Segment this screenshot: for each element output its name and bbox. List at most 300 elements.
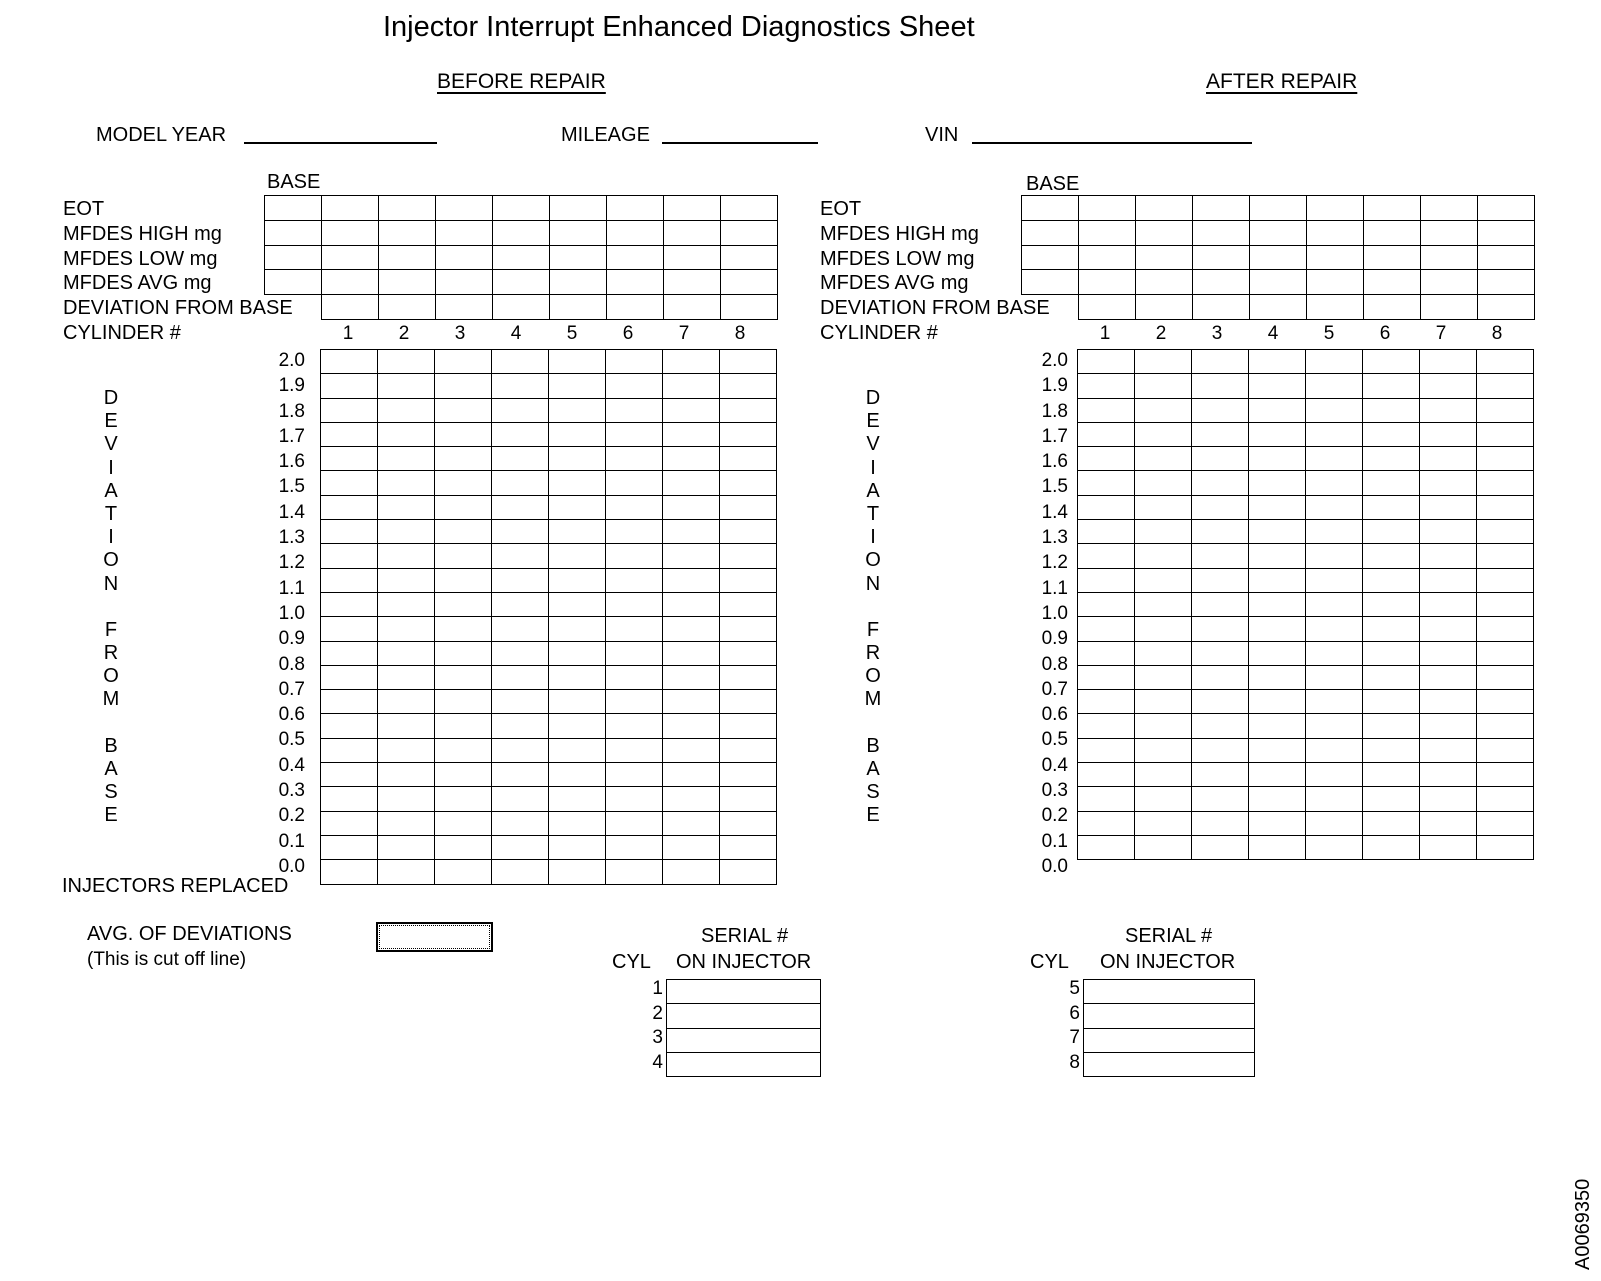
input-cell[interactable] [1022, 270, 1079, 295]
input-cell[interactable] [1193, 270, 1250, 295]
grid-cell[interactable] [321, 592, 378, 616]
input-cell[interactable] [607, 270, 664, 295]
grid-cell[interactable] [1135, 641, 1192, 665]
input-cell[interactable] [1136, 270, 1193, 295]
input-cell[interactable] [607, 245, 664, 270]
serial-input[interactable] [1084, 1028, 1255, 1052]
input-cell[interactable] [1307, 196, 1364, 221]
grid-cell[interactable] [1420, 714, 1477, 738]
grid-cell[interactable] [549, 617, 606, 641]
grid-cell[interactable] [1363, 738, 1420, 762]
grid-cell[interactable] [1249, 617, 1306, 641]
input-cell[interactable] [1250, 270, 1307, 295]
grid-cell[interactable] [663, 860, 720, 884]
grid-cell[interactable] [1477, 811, 1534, 835]
grid-cell[interactable] [663, 835, 720, 859]
grid-cell[interactable] [435, 617, 492, 641]
grid-cell[interactable] [1363, 787, 1420, 811]
grid-cell[interactable] [1078, 738, 1135, 762]
grid-cell[interactable] [1363, 350, 1420, 374]
grid-cell[interactable] [1477, 763, 1534, 787]
grid-cell[interactable] [1249, 568, 1306, 592]
grid-cell[interactable] [663, 690, 720, 714]
grid-cell[interactable] [1135, 787, 1192, 811]
grid-cell[interactable] [321, 471, 378, 495]
input-cell[interactable] [265, 220, 322, 245]
grid-cell[interactable] [378, 690, 435, 714]
input-cell[interactable] [436, 245, 493, 270]
grid-cell[interactable] [1192, 641, 1249, 665]
input-cell[interactable] [265, 245, 322, 270]
grid-cell[interactable] [1306, 447, 1363, 471]
grid-cell[interactable] [720, 787, 777, 811]
grid-cell[interactable] [606, 763, 663, 787]
grid-cell[interactable] [663, 520, 720, 544]
grid-cell[interactable] [549, 374, 606, 398]
grid-cell[interactable] [1249, 665, 1306, 689]
grid-cell[interactable] [663, 763, 720, 787]
grid-cell[interactable] [1078, 568, 1135, 592]
grid-cell[interactable] [1363, 568, 1420, 592]
input-cell[interactable] [1022, 220, 1079, 245]
grid-cell[interactable] [492, 835, 549, 859]
grid-cell[interactable] [606, 665, 663, 689]
grid-cell[interactable] [1363, 544, 1420, 568]
input-cell[interactable] [1421, 245, 1478, 270]
grid-cell[interactable] [1135, 714, 1192, 738]
grid-cell[interactable] [492, 447, 549, 471]
grid-cell[interactable] [492, 665, 549, 689]
grid-cell[interactable] [606, 811, 663, 835]
input-cell[interactable] [1250, 196, 1307, 221]
grid-cell[interactable] [606, 617, 663, 641]
serial-input[interactable] [667, 1028, 821, 1052]
grid-cell[interactable] [321, 641, 378, 665]
grid-cell[interactable] [1363, 422, 1420, 446]
grid-cell[interactable] [606, 690, 663, 714]
grid-cell[interactable] [1135, 398, 1192, 422]
grid-cell[interactable] [1192, 520, 1249, 544]
grid-cell[interactable] [321, 665, 378, 689]
grid-cell[interactable] [378, 665, 435, 689]
grid-cell[interactable] [492, 495, 549, 519]
avg-deviations-box[interactable] [376, 922, 493, 952]
grid-cell[interactable] [1306, 787, 1363, 811]
grid-cell[interactable] [1192, 665, 1249, 689]
grid-cell[interactable] [1363, 763, 1420, 787]
input-cell[interactable] [664, 245, 721, 270]
grid-cell[interactable] [321, 374, 378, 398]
input-cell[interactable] [322, 196, 379, 221]
grid-cell[interactable] [1363, 520, 1420, 544]
grid-cell[interactable] [1192, 714, 1249, 738]
grid-cell[interactable] [435, 495, 492, 519]
input-cell[interactable] [1478, 196, 1535, 221]
input-cell[interactable] [1136, 295, 1193, 320]
grid-cell[interactable] [1363, 690, 1420, 714]
grid-cell[interactable] [378, 787, 435, 811]
grid-cell[interactable] [321, 787, 378, 811]
input-cell[interactable] [664, 270, 721, 295]
input-cell[interactable] [721, 270, 778, 295]
grid-cell[interactable] [1249, 520, 1306, 544]
grid-cell[interactable] [1477, 714, 1534, 738]
input-cell[interactable] [493, 295, 550, 320]
input-cell[interactable] [322, 270, 379, 295]
grid-cell[interactable] [606, 398, 663, 422]
grid-cell[interactable] [663, 641, 720, 665]
input-cell[interactable] [721, 220, 778, 245]
grid-cell[interactable] [1249, 447, 1306, 471]
grid-cell[interactable] [663, 617, 720, 641]
input-cell[interactable] [664, 220, 721, 245]
grid-cell[interactable] [1420, 568, 1477, 592]
grid-cell[interactable] [1363, 714, 1420, 738]
grid-cell[interactable] [1420, 520, 1477, 544]
model-year-field[interactable] [244, 142, 437, 144]
grid-cell[interactable] [1363, 592, 1420, 616]
input-cell[interactable] [1079, 270, 1136, 295]
grid-cell[interactable] [1363, 495, 1420, 519]
serial-input[interactable] [1084, 1052, 1255, 1076]
grid-cell[interactable] [321, 447, 378, 471]
grid-cell[interactable] [663, 471, 720, 495]
grid-cell[interactable] [435, 811, 492, 835]
grid-cell[interactable] [1477, 738, 1534, 762]
grid-cell[interactable] [720, 398, 777, 422]
grid-cell[interactable] [549, 787, 606, 811]
grid-cell[interactable] [1192, 811, 1249, 835]
grid-cell[interactable] [1306, 835, 1363, 859]
grid-cell[interactable] [1078, 520, 1135, 544]
grid-cell[interactable] [663, 422, 720, 446]
grid-cell[interactable] [549, 568, 606, 592]
grid-cell[interactable] [378, 447, 435, 471]
input-cell[interactable] [1307, 245, 1364, 270]
input-cell[interactable] [1421, 196, 1478, 221]
input-cell[interactable] [436, 220, 493, 245]
serial-input[interactable] [1084, 1004, 1255, 1028]
grid-cell[interactable] [1249, 641, 1306, 665]
grid-cell[interactable] [435, 860, 492, 884]
grid-cell[interactable] [321, 738, 378, 762]
grid-cell[interactable] [1420, 763, 1477, 787]
grid-cell[interactable] [720, 617, 777, 641]
grid-cell[interactable] [492, 617, 549, 641]
grid-cell[interactable] [663, 738, 720, 762]
grid-cell[interactable] [1363, 641, 1420, 665]
input-cell[interactable] [1136, 245, 1193, 270]
grid-cell[interactable] [1477, 495, 1534, 519]
input-cell[interactable] [550, 270, 607, 295]
input-cell[interactable] [493, 270, 550, 295]
grid-cell[interactable] [378, 495, 435, 519]
grid-cell[interactable] [606, 835, 663, 859]
grid-cell[interactable] [492, 422, 549, 446]
mileage-field[interactable] [662, 142, 818, 144]
grid-cell[interactable] [720, 738, 777, 762]
grid-cell[interactable] [1078, 714, 1135, 738]
input-cell[interactable] [721, 196, 778, 221]
grid-cell[interactable] [549, 665, 606, 689]
grid-cell[interactable] [1078, 447, 1135, 471]
input-cell[interactable] [493, 220, 550, 245]
grid-cell[interactable] [1192, 374, 1249, 398]
grid-cell[interactable] [1192, 835, 1249, 859]
grid-cell[interactable] [1078, 544, 1135, 568]
grid-cell[interactable] [720, 520, 777, 544]
grid-cell[interactable] [1363, 374, 1420, 398]
grid-cell[interactable] [606, 447, 663, 471]
grid-cell[interactable] [321, 544, 378, 568]
grid-cell[interactable] [1420, 811, 1477, 835]
grid-cell[interactable] [378, 374, 435, 398]
grid-cell[interactable] [1135, 738, 1192, 762]
input-cell[interactable] [1193, 196, 1250, 221]
grid-cell[interactable] [1135, 690, 1192, 714]
grid-cell[interactable] [663, 811, 720, 835]
input-cell[interactable] [436, 196, 493, 221]
grid-cell[interactable] [1078, 811, 1135, 835]
grid-cell[interactable] [549, 592, 606, 616]
grid-cell[interactable] [1363, 398, 1420, 422]
grid-cell[interactable] [720, 592, 777, 616]
grid-cell[interactable] [492, 592, 549, 616]
grid-cell[interactable] [549, 447, 606, 471]
grid-cell[interactable] [720, 763, 777, 787]
grid-cell[interactable] [1420, 641, 1477, 665]
input-cell[interactable] [1079, 196, 1136, 221]
grid-cell[interactable] [1477, 665, 1534, 689]
serial-input[interactable] [667, 980, 821, 1004]
grid-cell[interactable] [321, 495, 378, 519]
grid-cell[interactable] [378, 763, 435, 787]
grid-cell[interactable] [1135, 520, 1192, 544]
grid-cell[interactable] [549, 811, 606, 835]
grid-cell[interactable] [1363, 447, 1420, 471]
input-cell[interactable] [550, 220, 607, 245]
grid-cell[interactable] [1363, 471, 1420, 495]
grid-cell[interactable] [1249, 398, 1306, 422]
grid-cell[interactable] [1135, 835, 1192, 859]
grid-cell[interactable] [1420, 447, 1477, 471]
grid-cell[interactable] [663, 544, 720, 568]
grid-cell[interactable] [435, 350, 492, 374]
grid-cell[interactable] [321, 617, 378, 641]
grid-cell[interactable] [378, 811, 435, 835]
grid-cell[interactable] [549, 690, 606, 714]
grid-cell[interactable] [492, 544, 549, 568]
grid-cell[interactable] [1420, 471, 1477, 495]
grid-cell[interactable] [1306, 350, 1363, 374]
input-cell[interactable] [1364, 196, 1421, 221]
grid-cell[interactable] [435, 690, 492, 714]
grid-cell[interactable] [321, 860, 378, 884]
grid-cell[interactable] [1420, 422, 1477, 446]
grid-cell[interactable] [435, 665, 492, 689]
input-cell[interactable] [607, 196, 664, 221]
input-cell[interactable] [436, 295, 493, 320]
grid-cell[interactable] [1477, 617, 1534, 641]
input-cell[interactable] [1364, 245, 1421, 270]
grid-cell[interactable] [435, 544, 492, 568]
grid-cell[interactable] [435, 422, 492, 446]
input-cell[interactable] [607, 295, 664, 320]
grid-cell[interactable] [321, 690, 378, 714]
grid-cell[interactable] [1135, 374, 1192, 398]
grid-cell[interactable] [1078, 350, 1135, 374]
input-cell[interactable] [1250, 245, 1307, 270]
grid-cell[interactable] [1078, 835, 1135, 859]
grid-cell[interactable] [606, 495, 663, 519]
grid-cell[interactable] [1306, 617, 1363, 641]
grid-cell[interactable] [492, 714, 549, 738]
grid-cell[interactable] [492, 398, 549, 422]
grid-cell[interactable] [720, 471, 777, 495]
grid-cell[interactable] [1078, 471, 1135, 495]
grid-cell[interactable] [663, 350, 720, 374]
input-cell[interactable] [1022, 196, 1079, 221]
grid-cell[interactable] [606, 568, 663, 592]
grid-cell[interactable] [1078, 592, 1135, 616]
input-cell[interactable] [1421, 270, 1478, 295]
input-cell[interactable] [379, 270, 436, 295]
grid-cell[interactable] [1477, 690, 1534, 714]
grid-cell[interactable] [1078, 495, 1135, 519]
grid-cell[interactable] [492, 568, 549, 592]
input-cell[interactable] [1364, 220, 1421, 245]
grid-cell[interactable] [606, 714, 663, 738]
grid-cell[interactable] [720, 641, 777, 665]
grid-cell[interactable] [720, 422, 777, 446]
grid-cell[interactable] [720, 665, 777, 689]
grid-cell[interactable] [378, 422, 435, 446]
grid-cell[interactable] [1135, 617, 1192, 641]
grid-cell[interactable] [1192, 544, 1249, 568]
grid-cell[interactable] [492, 471, 549, 495]
input-cell[interactable] [1478, 295, 1535, 320]
input-cell[interactable] [1193, 220, 1250, 245]
grid-cell[interactable] [1420, 617, 1477, 641]
grid-cell[interactable] [1420, 592, 1477, 616]
grid-cell[interactable] [1078, 422, 1135, 446]
grid-cell[interactable] [1192, 350, 1249, 374]
grid-cell[interactable] [1135, 544, 1192, 568]
grid-cell[interactable] [1249, 422, 1306, 446]
grid-cell[interactable] [1078, 787, 1135, 811]
grid-cell[interactable] [321, 763, 378, 787]
grid-cell[interactable] [1249, 738, 1306, 762]
grid-cell[interactable] [1477, 374, 1534, 398]
grid-cell[interactable] [1306, 690, 1363, 714]
grid-cell[interactable] [1306, 520, 1363, 544]
grid-cell[interactable] [321, 568, 378, 592]
grid-cell[interactable] [549, 520, 606, 544]
input-cell[interactable] [322, 245, 379, 270]
grid-cell[interactable] [1078, 374, 1135, 398]
input-cell[interactable] [1421, 295, 1478, 320]
grid-cell[interactable] [606, 641, 663, 665]
grid-cell[interactable] [606, 544, 663, 568]
grid-cell[interactable] [606, 738, 663, 762]
grid-cell[interactable] [1135, 422, 1192, 446]
grid-cell[interactable] [378, 835, 435, 859]
grid-cell[interactable] [1249, 495, 1306, 519]
grid-cell[interactable] [435, 568, 492, 592]
input-cell[interactable] [379, 220, 436, 245]
grid-cell[interactable] [1477, 787, 1534, 811]
grid-cell[interactable] [1192, 422, 1249, 446]
grid-cell[interactable] [435, 738, 492, 762]
grid-cell[interactable] [1477, 520, 1534, 544]
grid-cell[interactable] [1135, 350, 1192, 374]
input-cell[interactable] [1478, 220, 1535, 245]
grid-cell[interactable] [492, 690, 549, 714]
grid-cell[interactable] [1306, 592, 1363, 616]
grid-cell[interactable] [1249, 592, 1306, 616]
grid-cell[interactable] [1306, 641, 1363, 665]
grid-cell[interactable] [378, 738, 435, 762]
grid-cell[interactable] [720, 835, 777, 859]
input-cell[interactable] [550, 196, 607, 221]
grid-cell[interactable] [1249, 350, 1306, 374]
grid-cell[interactable] [378, 592, 435, 616]
input-cell[interactable] [1307, 295, 1364, 320]
grid-cell[interactable] [663, 592, 720, 616]
input-cell[interactable] [493, 245, 550, 270]
grid-cell[interactable] [549, 738, 606, 762]
grid-cell[interactable] [1420, 495, 1477, 519]
grid-cell[interactable] [378, 617, 435, 641]
input-cell[interactable] [607, 220, 664, 245]
grid-cell[interactable] [1192, 447, 1249, 471]
grid-cell[interactable] [321, 835, 378, 859]
vin-field[interactable] [972, 142, 1252, 144]
grid-cell[interactable] [720, 447, 777, 471]
grid-cell[interactable] [720, 568, 777, 592]
grid-cell[interactable] [1078, 617, 1135, 641]
grid-cell[interactable] [492, 374, 549, 398]
input-cell[interactable] [664, 295, 721, 320]
grid-cell[interactable] [1477, 398, 1534, 422]
grid-cell[interactable] [1135, 665, 1192, 689]
grid-cell[interactable] [378, 544, 435, 568]
grid-cell[interactable] [1249, 811, 1306, 835]
grid-cell[interactable] [1420, 835, 1477, 859]
grid-cell[interactable] [1477, 592, 1534, 616]
grid-cell[interactable] [663, 714, 720, 738]
grid-cell[interactable] [1078, 665, 1135, 689]
grid-cell[interactable] [606, 520, 663, 544]
grid-cell[interactable] [1192, 592, 1249, 616]
grid-cell[interactable] [1249, 374, 1306, 398]
grid-cell[interactable] [720, 544, 777, 568]
grid-cell[interactable] [720, 350, 777, 374]
input-cell[interactable] [664, 196, 721, 221]
grid-cell[interactable] [1078, 690, 1135, 714]
grid-cell[interactable] [1477, 422, 1534, 446]
grid-cell[interactable] [435, 520, 492, 544]
grid-cell[interactable] [1135, 568, 1192, 592]
grid-cell[interactable] [720, 811, 777, 835]
grid-cell[interactable] [606, 860, 663, 884]
grid-cell[interactable] [1420, 665, 1477, 689]
grid-cell[interactable] [1135, 592, 1192, 616]
grid-cell[interactable] [720, 374, 777, 398]
grid-cell[interactable] [720, 860, 777, 884]
grid-cell[interactable] [1135, 447, 1192, 471]
grid-cell[interactable] [435, 398, 492, 422]
